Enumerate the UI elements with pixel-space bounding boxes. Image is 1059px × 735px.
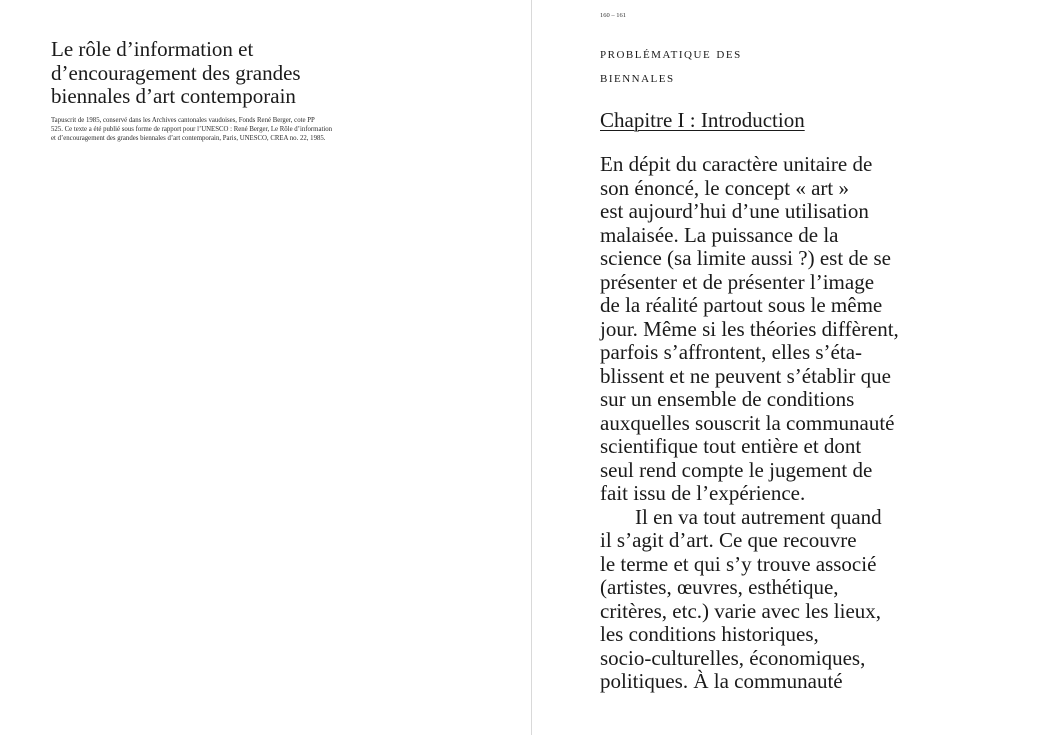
document-title xyxy=(51,38,351,109)
body-line: de la réalité partout sous le même xyxy=(600,293,883,317)
title-line: Le rôle d’information et xyxy=(51,37,254,61)
section-label-line: problématique des xyxy=(600,46,742,62)
body-line: parfois s’affrontent, elles s’éta- xyxy=(600,340,863,364)
body-line: En dépit du caractère unitaire de xyxy=(600,152,873,176)
body-line: socio-culturelles, économiques, xyxy=(600,645,866,670)
page-number: 160 – 161 xyxy=(600,12,626,19)
body-line: il s’agit d’art. Ce que recouvre xyxy=(600,528,857,552)
body-line: critères, etc.) varie avec les lieux, xyxy=(600,598,882,623)
chapter-heading: Chapitre I : Introduction xyxy=(600,108,805,132)
body-line: scientifique tout entière et dont xyxy=(600,434,862,458)
body-line: (artistes, œuvres, esthétique, xyxy=(600,575,839,599)
right-page xyxy=(532,0,1059,735)
body-line: jour. Même si les théories diffèrent, xyxy=(600,316,899,341)
body-line: est aujourd’hui d’une utilisation xyxy=(600,199,869,223)
source-note-line: Tapuscrit de 1985, conservé dans les Archives cantonales vaudoises, Fonds René Berger, cote PP xyxy=(51,117,315,124)
section-label xyxy=(600,42,742,90)
body-line: le terme et qui s’y trouve associé xyxy=(600,551,877,576)
body-line: auxquelles souscrit la communauté xyxy=(600,410,895,435)
body-line: les conditions historiques, xyxy=(600,622,819,646)
body-line: seul rend compte le jugement de xyxy=(600,457,873,482)
source-note-line: et d’encouragement des grandes biennales d’art contemporain, Paris, UNESCO, CREA no. 22, 1985. xyxy=(51,135,326,142)
body-line: politiques. À la communauté xyxy=(600,669,843,693)
source-note xyxy=(51,116,381,143)
title-line: d’encouragement des grandes xyxy=(51,60,301,85)
body-line: présenter et de présenter l’image xyxy=(600,269,875,294)
source-note-line: 525. Ce texte a été publié sous forme de rapport pour l’UNESCO : René Berger, Le Rôle d’information xyxy=(51,126,333,133)
body-line: fait issu de l’expérience. xyxy=(600,481,806,505)
body-line: science (sa limite aussi ?) est de se xyxy=(600,246,891,270)
body-line: son énoncé, le concept « art » xyxy=(600,175,849,200)
title-line: biennales d’art contemporain xyxy=(51,84,296,108)
section-label-line: biennales xyxy=(600,70,675,86)
body-text xyxy=(600,153,940,694)
body-line: malaisée. La puissance de la xyxy=(600,222,839,247)
body-line: Il en va tout autrement quand xyxy=(635,504,882,529)
body-line: sur un ensemble de conditions xyxy=(600,387,855,411)
body-line: blissent et ne peuvent s’établir que xyxy=(600,363,891,388)
